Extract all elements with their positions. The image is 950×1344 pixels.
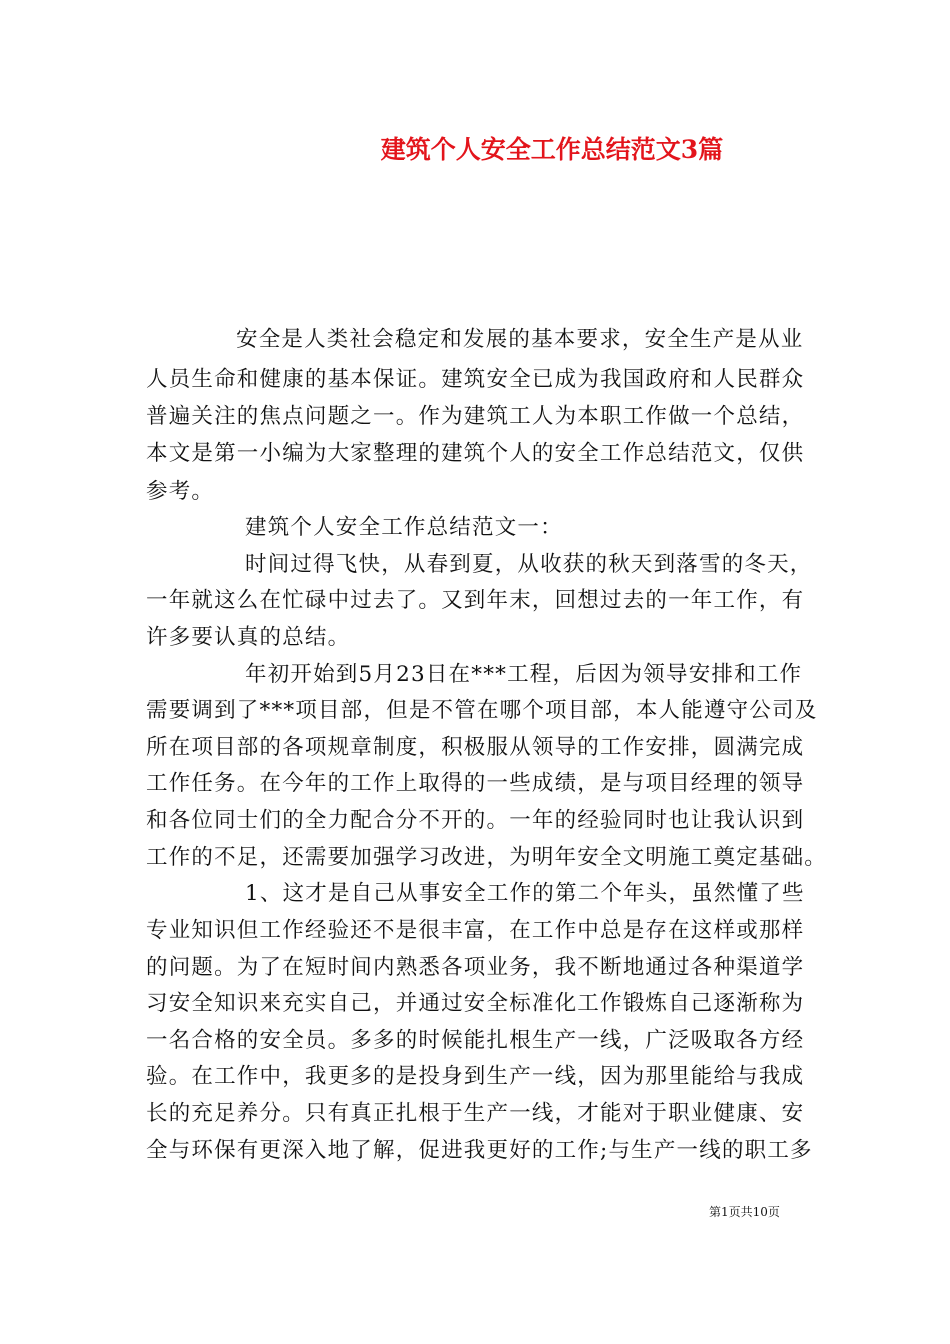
body-line: 参考。 bbox=[146, 479, 215, 504]
body-line: 工作任务。在今年的工作上取得的一些成绩，是与项目经理的领导 bbox=[146, 771, 805, 796]
page-number: 第1页共10页 bbox=[709, 1205, 780, 1219]
body-line: 年初开始到5月23日在***工程，后因为领导安排和工作 bbox=[245, 662, 803, 687]
body-line: 安全是人类社会稳定和发展的基本要求，安全生产是从业 bbox=[236, 327, 804, 352]
section-heading: 建筑个人安全工作总结范文一： bbox=[245, 515, 563, 540]
body-line: 本文是第一小编为大家整理的建筑个人的安全工作总结范文，仅供 bbox=[146, 441, 805, 466]
body-line: 1、这才是自己从事安全工作的第二个年头，虽然懂了些 bbox=[245, 881, 805, 906]
body-line: 人员生命和健康的基本保证。建筑安全已成为我国政府和人民群众 bbox=[146, 367, 805, 392]
body-line: 需要调到了***项目部，但是不管在哪个项目部，本人能遵守公司及 bbox=[146, 698, 818, 723]
body-line: 一年就这么在忙碌中过去了。又到年末，回想过去的一年工作，有 bbox=[146, 588, 805, 613]
body-line: 长的充足养分。只有真正扎根于生产一线，才能对于职业健康、安 bbox=[146, 1101, 805, 1126]
body-line: 验。在工作中，我更多的是投身到生产一线，因为那里能给与我成 bbox=[146, 1064, 805, 1089]
body-line: 工作的不足，还需要加强学习改进，为明年安全文明施工奠定基础。 bbox=[146, 845, 828, 870]
body-line: 习安全知识来充实自己，并通过安全标准化工作锻炼自己逐渐称为 bbox=[146, 991, 805, 1016]
document-title: 建筑个人安全工作总结范文3篇 bbox=[380, 135, 724, 164]
body-line: 普遍关注的焦点问题之一。作为建筑工人为本职工作做一个总结， bbox=[146, 404, 805, 429]
body-line: 许多要认真的总结。 bbox=[146, 625, 351, 650]
body-line: 时间过得飞快，从春到夏，从收获的秋天到落雪的冬天， bbox=[245, 552, 813, 577]
body-line: 所在项目部的各项规章制度，积极服从领导的工作安排，圆满完成 bbox=[146, 735, 805, 760]
body-line: 专业知识但工作经验还不是很丰富，在工作中总是存在这样或那样 bbox=[146, 918, 805, 943]
body-line: 和各位同士们的全力配合分不开的。一年的经验同时也让我认识到 bbox=[146, 808, 805, 833]
body-line: 一名合格的安全员。多多的时候能扎根生产一线，广泛吸取各方经 bbox=[146, 1028, 805, 1053]
body-line: 全与环保有更深入地了解，促进我更好的工作;与生产一线的职工多 bbox=[146, 1138, 813, 1163]
body-line: 的问题。为了在短时间内熟悉各项业务，我不断地通过各种渠道学 bbox=[146, 955, 805, 980]
